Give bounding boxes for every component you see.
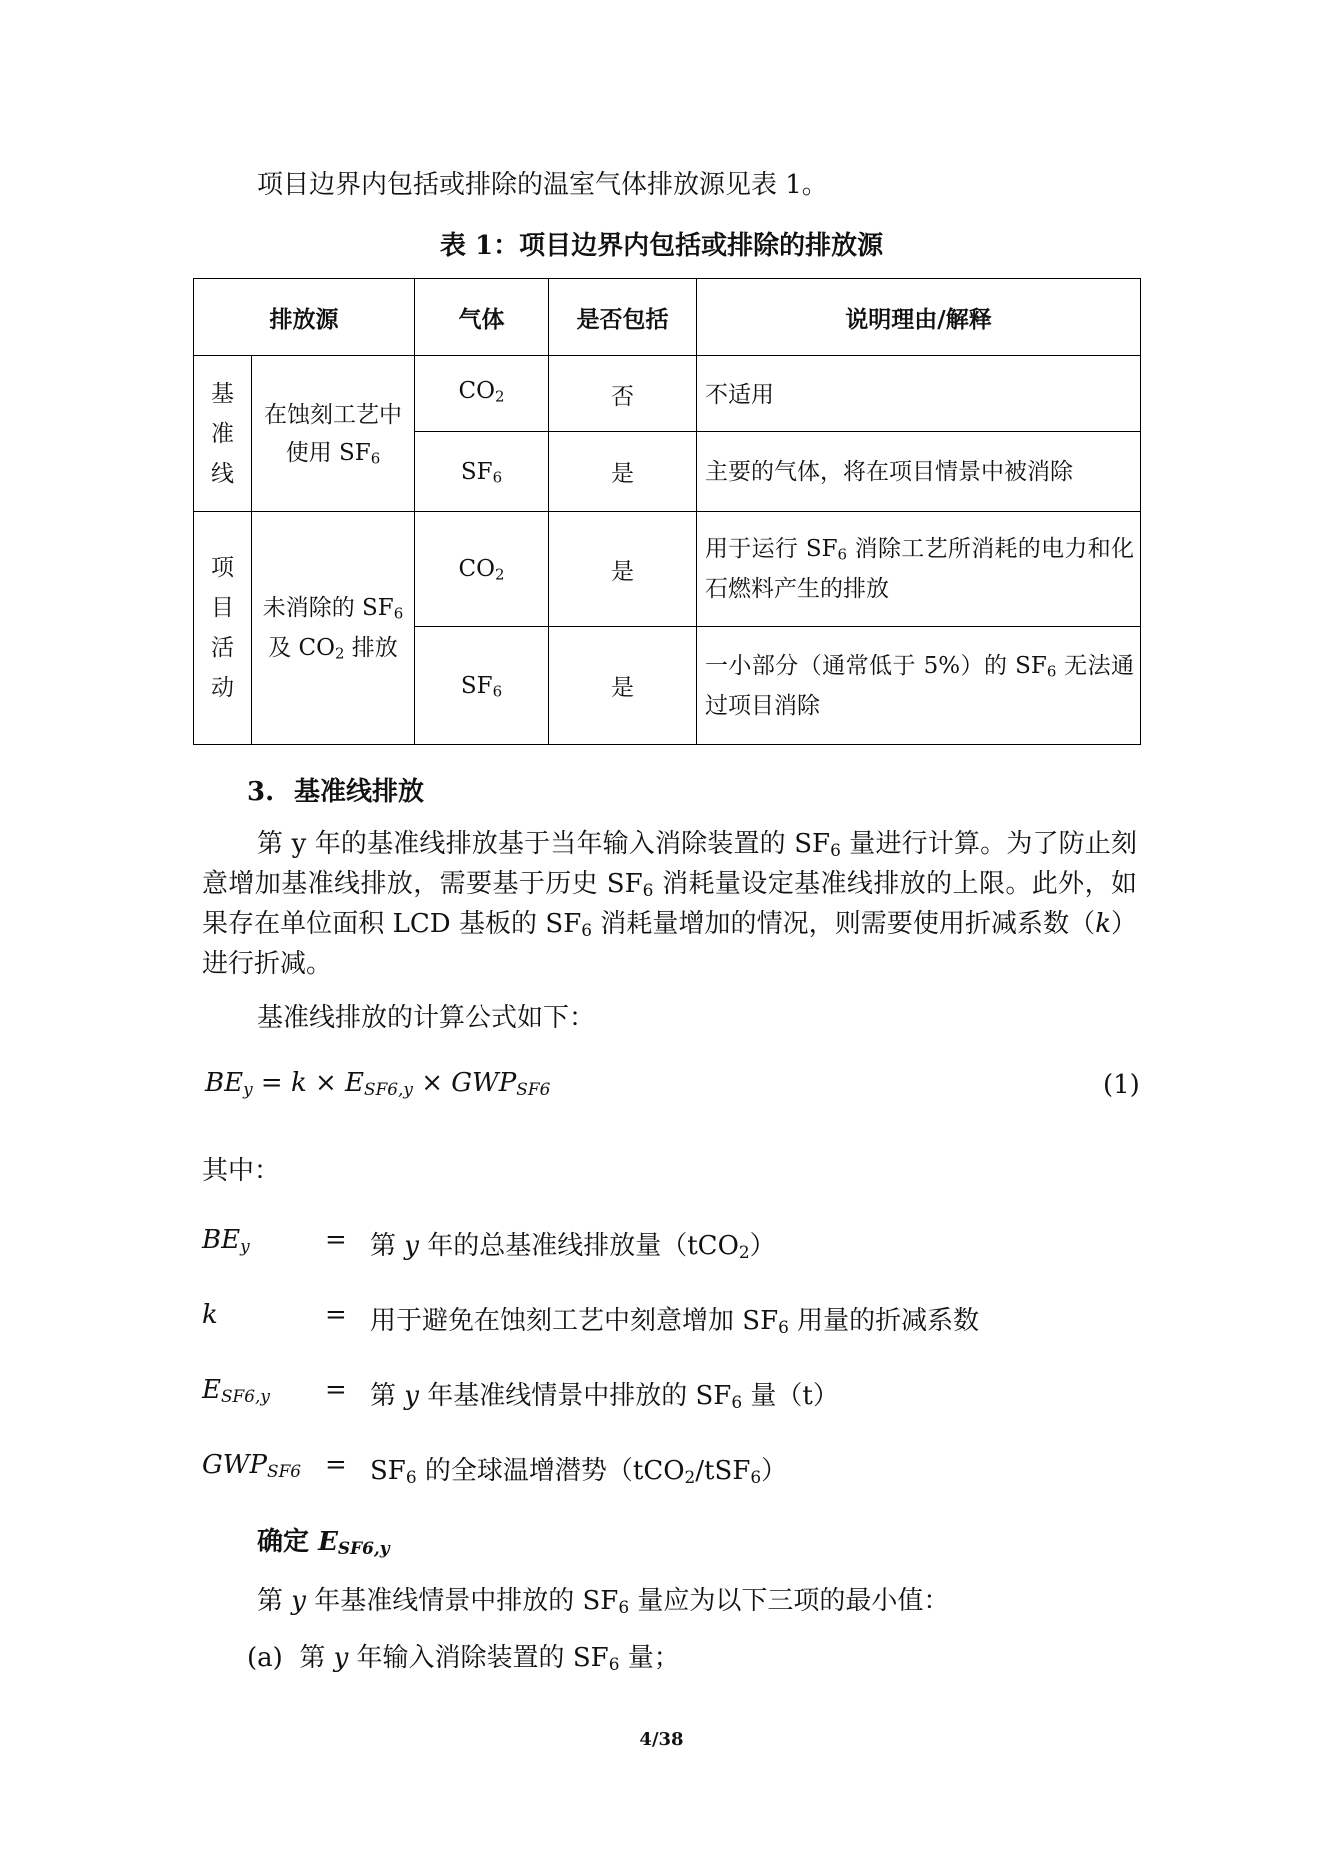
group-label-baseline: 基 准 线 xyxy=(194,356,252,512)
header-source: 排放源 xyxy=(194,279,415,356)
gas-cell: $SF_6$ xyxy=(415,627,549,745)
group-label-project: 项 目 活 动 xyxy=(194,512,252,745)
explanation-cell: 主要的气体，将在项目情景中被消除 xyxy=(697,432,1141,512)
gas-cell: $SF_6$ xyxy=(415,432,549,512)
included-cell: 是 xyxy=(549,432,697,512)
header-explanation: 说明理由/解释 xyxy=(697,279,1141,356)
page-number: 4/38 xyxy=(639,1729,684,1750)
section-heading: 3. 基准线排放 xyxy=(247,777,425,807)
explanation-cell: 用于运行 $SF_6$ 消除工艺所消耗的电力和化 石燃料产生的排放 xyxy=(697,512,1141,627)
included-cell: 是 xyxy=(549,512,697,627)
emission-source-table xyxy=(193,278,1141,745)
header-gas: 气体 xyxy=(415,279,549,356)
equation-number: (1) xyxy=(1103,1070,1140,1100)
body-paragraph: 第 y 年的基准线排放基于当年输入消除装置的 $SF_6$ 量进行计算。为了防止刻意增加基准线排放，需要基于历史 $SF_6$ 消耗量设定基准线排放的上限。此外，如果存在单位面积 LCD 基板的 $SF_6$ 消耗量增加的情况，则需要使用折减系数（k）进行折减。 基准线排放的计算公式如下： xyxy=(202,824,1137,1038)
table-caption: 表 1：项目边界内包括或排除的排放源 xyxy=(439,231,884,261)
equation: $BE_y = k \times E_{SF6,y} \times GWP_{SF6}$ xyxy=(205,1068,551,1100)
table-header-row xyxy=(194,279,1141,356)
header-included: 是否包括 xyxy=(549,279,697,356)
gas-cell: $CO_2$ xyxy=(415,356,549,432)
list-item: (a) 第 y 年输入消除装置的 $SF_6$ 量； xyxy=(247,1643,680,1675)
included-cell: 是 xyxy=(549,627,697,745)
explanation-cell: 不适用 xyxy=(697,356,1141,432)
intro-sentence: 项目边界内包括或排除的温室气体排放源见表 1。 xyxy=(257,170,828,200)
explanation-cell: 一小部分（通常低于 5%）的 $SF_6$ 无法通 过项目消除 xyxy=(697,627,1141,745)
source-baseline: 在蚀刻工艺中 使用 $SF_6$ xyxy=(252,356,415,512)
table-row xyxy=(194,512,1141,627)
where-label: 其中： xyxy=(202,1156,281,1186)
subheading: 确定 $E_{SF6,y}$ xyxy=(257,1527,390,1559)
gas-cell: $CO_2$ xyxy=(415,512,549,627)
source-project: 未消除的 $SF_6$ 及 $CO_2$ 排放 xyxy=(252,512,415,745)
subheading-body: 第 y 年基准线情景中排放的 $SF_6$ 量应为以下三项的最小值： xyxy=(257,1586,950,1618)
table-row xyxy=(194,356,1141,432)
included-cell: 否 xyxy=(549,356,697,432)
formula-intro: 基准线排放的计算公式如下： xyxy=(257,1003,596,1033)
